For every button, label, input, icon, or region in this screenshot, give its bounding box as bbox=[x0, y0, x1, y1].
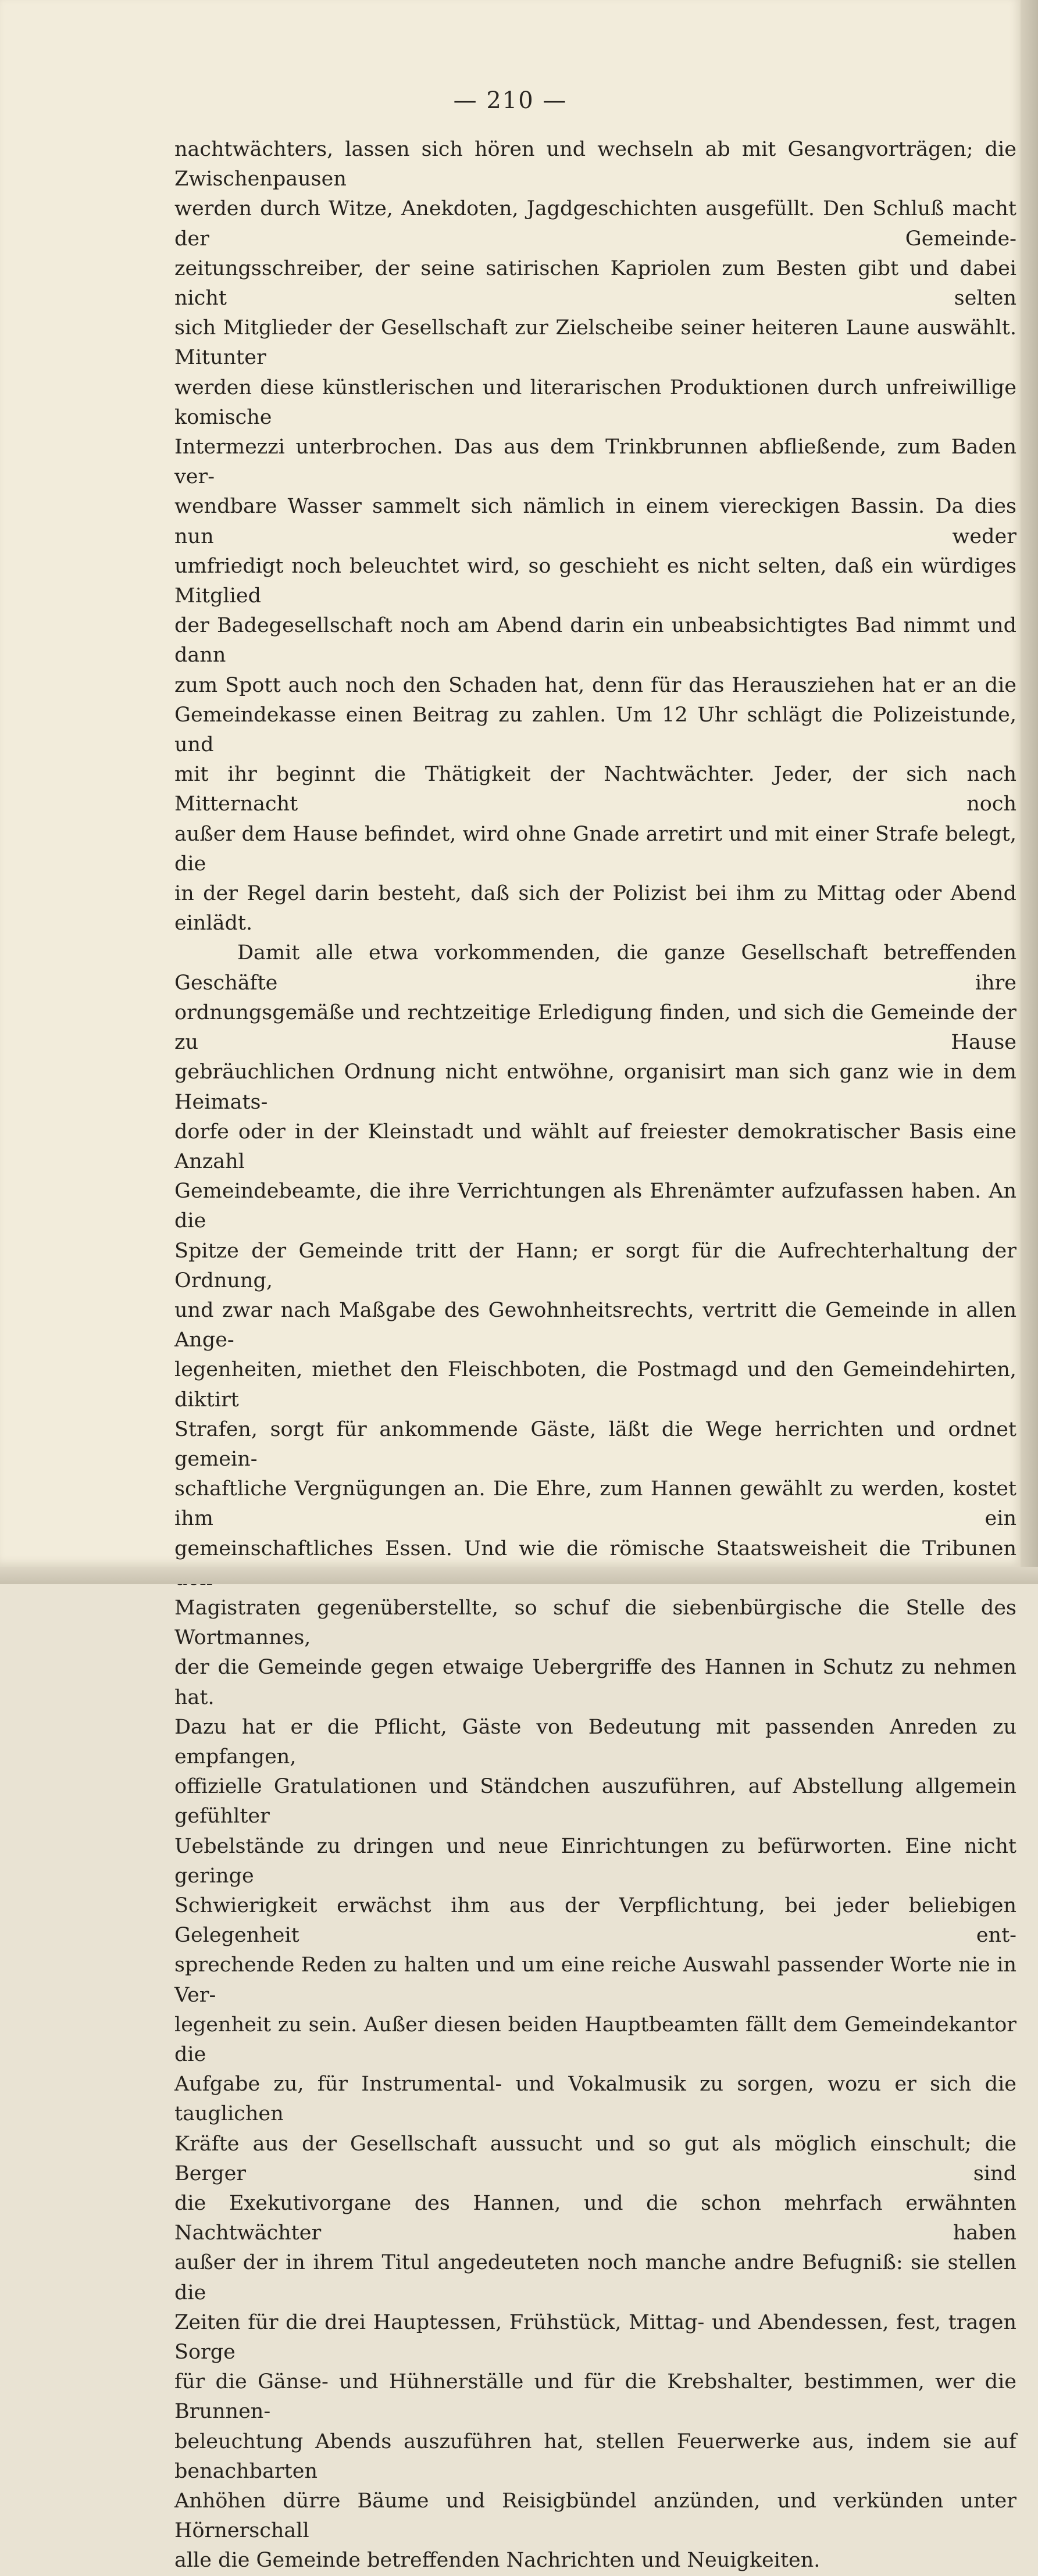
text-line: Gemeindebeamte, die ihre Verrichtungen als Ehrenämter aufzufassen haben. An die bbox=[174, 1180, 1016, 1233]
text-line: außer dem Hause befindet, wird ohne Gnade arretirt und mit einer Strafe belegt, die bbox=[174, 822, 1016, 876]
text-line: Dazu hat er die Pflicht, Gäste von Bedeutung mit passenden Anreden zu empfangen, bbox=[174, 1715, 1016, 1768]
text-line: außer der in ihrem Titul angedeuteten noch manche andre Befugniß: sie stellen die bbox=[174, 2251, 1016, 2305]
text-line: werden diese künstlerischen und literarischen Produktionen durch unfreiwillige komische bbox=[174, 376, 1016, 429]
text-line: mit ihr beginnt die Thätigkeit der Nachtwächter. Jeder, der sich nach Mitternacht noch bbox=[174, 763, 1016, 816]
scan-edge-bottom bbox=[0, 1567, 1038, 1584]
text-line: Zeiten für die drei Hauptessen, Frühstück, Mittag- und Abendessen, fest, tragen Sorge bbox=[174, 2310, 1016, 2364]
text-line: Uebelstände zu dringen und neue Einrichtungen zu befürworten. Eine nicht geringe bbox=[174, 1834, 1016, 1888]
text-line: werden durch Witze, Anekdoten, Jagdgeschichten ausgefüllt. Den Schluß macht der Gemeinde- bbox=[174, 197, 1016, 251]
text-line: Schwierigkeit erwächst ihm aus der Verpflichtung, bei jeder beliebigen Gelegenheit ent- bbox=[174, 1893, 1016, 1948]
text-line: nachtwächters, lassen sich hören und wechseln ab mit Gesangvorträgen; die Zwischenpausen bbox=[174, 138, 1016, 191]
text-line: ordnungsgemäße und rechtzeitige Erledigung finden, und sich die Gemeinde der zu Hause bbox=[174, 1001, 1016, 1055]
text-line: alle die Gemeinde betreffenden Nachrichten und Neuigkeiten. bbox=[174, 2549, 821, 2573]
text-line: zeitungsschreiber, der seine satirischen Kapriolen zum Besten gibt und dabei nicht selten bbox=[174, 256, 1016, 310]
text-line: wendbare Wasser sammelt sich nämlich in einem viereckigen Bassin. Da dies nun weder bbox=[174, 495, 1016, 548]
page-number: — 210 — bbox=[453, 87, 568, 114]
text-line: für die Gänse- und Hühnerställe und für die Krebshalter, bestimmen, wer die Brunnen- bbox=[174, 2370, 1016, 2424]
text-line: dorfe oder in der Kleinstadt und wählt auf freiester demokratischer Basis eine Anzahl bbox=[174, 1120, 1016, 1173]
text-line: umfriedigt noch beleuchtet wird, so geschieht es nicht selten, daß ein würdiges Mitglied bbox=[174, 554, 1016, 608]
text-line: in der Regel darin besteht, daß sich der Polizist bei ihm zu Mittag oder Abend einlädt. bbox=[174, 882, 1016, 935]
text-line: Aufgabe zu, für Instrumental- und Vokalmusik zu sorgen, wozu er sich die tauglichen bbox=[174, 2073, 1016, 2126]
text-line: und zwar nach Maßgabe des Gewohnheitsrechts, vertritt die Gemeinde in allen Ange- bbox=[174, 1298, 1016, 1352]
text-line: Strafen, sorgt für ankommende Gäste, läßt die Wege herrichten und ordnet gemein- bbox=[174, 1417, 1016, 1471]
text-line: legenheiten, miethet den Fleischboten, die Postmagd und den Gemeindehirten, diktirt bbox=[174, 1358, 1016, 1412]
text-line: schaftliche Vergnügungen an. Die Ehre, zum Hannen gewählt zu werden, kostet ihm ein bbox=[174, 1477, 1016, 1531]
text-line: offizielle Gratulationen und Ständchen auszuführen, auf Abstellung allgemein gefühlter bbox=[174, 1775, 1016, 1828]
body-text bbox=[174, 135, 1016, 2576]
text-line: sprechende Reden zu halten und um eine reiche Auswahl passender Worte nie in Ver- bbox=[174, 1953, 1016, 2007]
text-line: gebräuchlichen Ordnung nicht entwöhne, organisirt man sich ganz wie in dem Heimats- bbox=[174, 1060, 1016, 1114]
text-line: beleuchtung Abends auszuführen hat, stellen Feuerwerke aus, indem sie auf benachbarten bbox=[174, 2429, 1016, 2483]
text-line: sich Mitglieder der Gesellschaft zur Zielscheibe seiner heiteren Laune auswählt. Mitunter bbox=[174, 316, 1016, 370]
text-line: Anhöhen dürre Bäume und Reisigbündel anzünden, und verkünden unter Hörnerschall bbox=[174, 2489, 1016, 2543]
text-line: Gemeindekasse einen Beitrag zu zahlen. Um 12 Uhr schlägt die Polizeistunde, und bbox=[174, 703, 1016, 757]
text-line: Intermezzi unterbrochen. Das aus dem Trinkbrunnen abfließende, zum Baden ver- bbox=[174, 435, 1016, 489]
text-line: der Badegesellschaft noch am Abend darin ein unbeabsichtigtes Bad nimmt und dann bbox=[174, 614, 1016, 667]
text-line: Kräfte aus der Gesellschaft aussucht und so gut als möglich einschult; die Berger sind bbox=[174, 2132, 1016, 2185]
text-line: gemeinschaftliches Essen. Und wie die römische Staatsweisheit die Tribunen bbox=[174, 1537, 1016, 1560]
text-line: legenheit zu sein. Außer diesen beiden Hauptbeamten fällt dem Gemeindekantor die bbox=[174, 2013, 1016, 2066]
text-line: Magistraten gegenüberstellte, so schuf die siebenbürgische die Stelle des Wortmannes, bbox=[174, 1596, 1016, 1650]
text-line: Spitze der Gemeinde tritt der Hann; er sorgt für die Aufrechterhaltung der Ordnung, bbox=[174, 1239, 1016, 1292]
scan-edge-right bbox=[1021, 0, 1038, 1584]
text-line: die Exekutivorgane des Hannen, und die schon mehrfach erwähnten Nachtwächter haben bbox=[174, 2192, 1016, 2245]
text-line: der die Gemeinde gegen etwaige Uebergriffe des Hannen in Schutz zu nehmen hat. bbox=[174, 1656, 1016, 1709]
text-line: zum Spott auch noch den Schaden hat, denn für das Herausziehen hat er an die bbox=[174, 673, 1016, 697]
text-line: Damit alle etwa vorkommenden, die ganze Gesellschaft betreffenden Geschäfte ihre bbox=[174, 941, 1016, 995]
